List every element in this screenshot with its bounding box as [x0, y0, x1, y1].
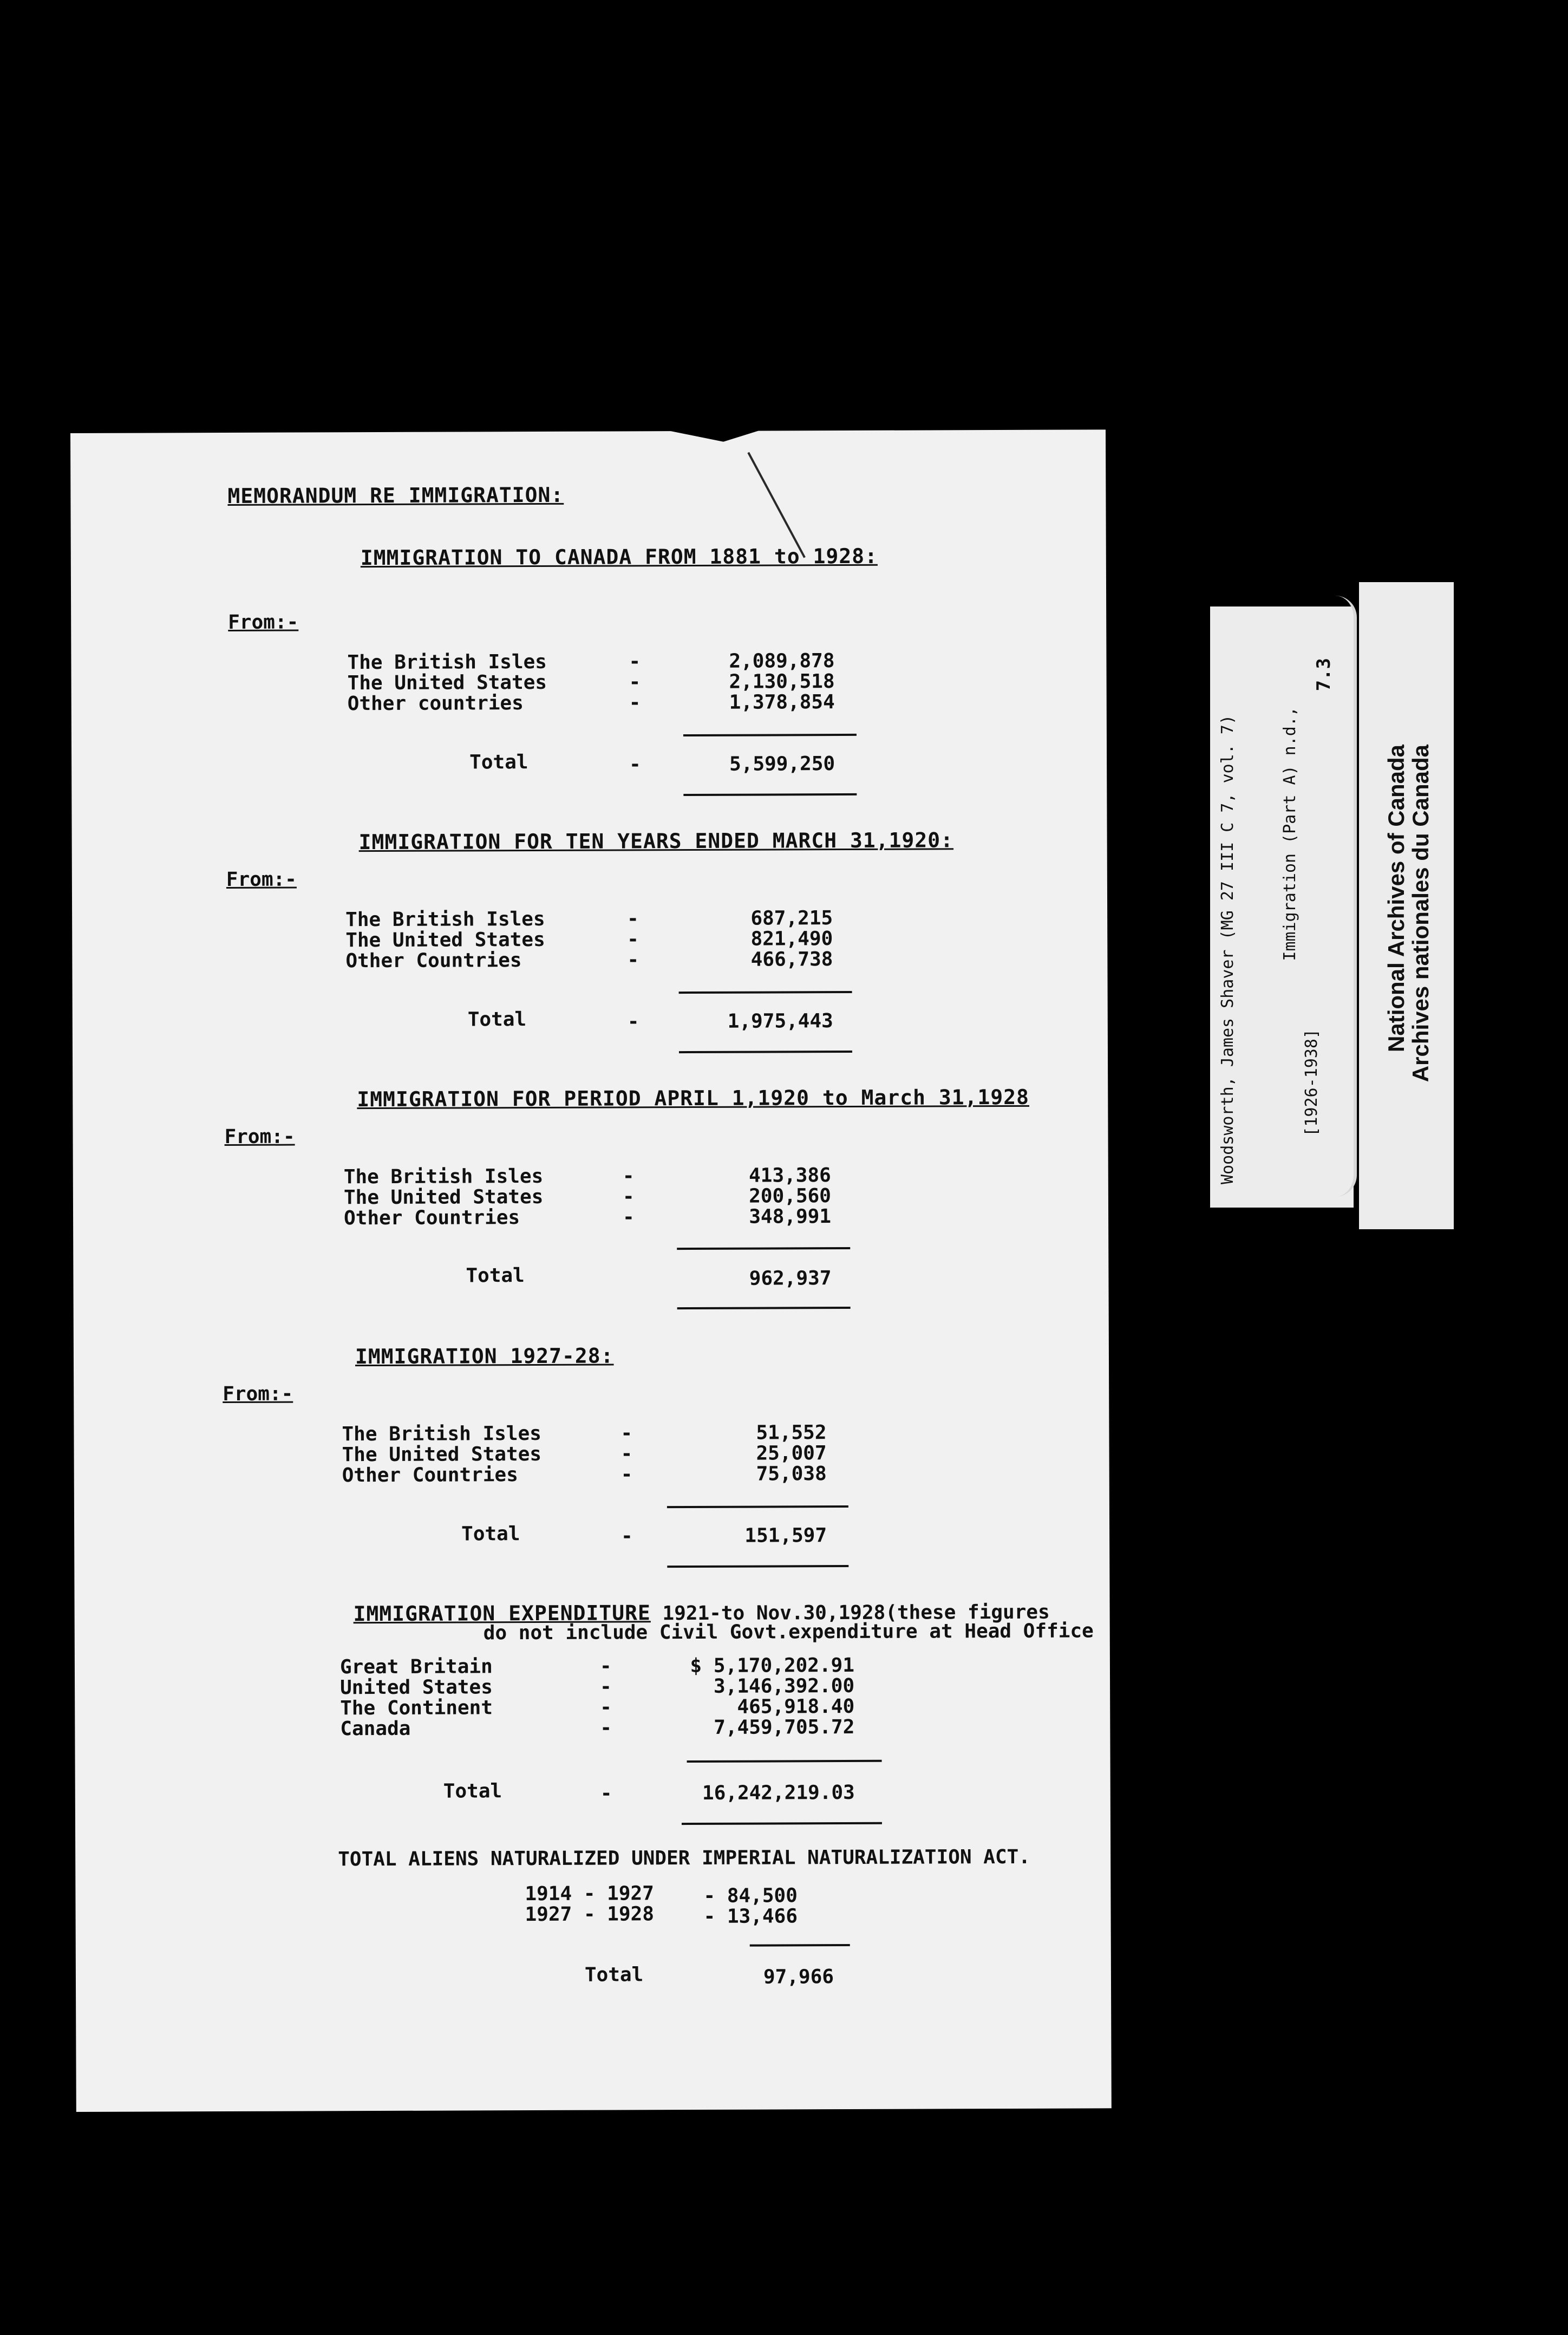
section-heading: IMMIGRATION FOR PERIOD APRIL 1,1920 to March 31,1928	[357, 1085, 1030, 1112]
dash: -	[629, 692, 641, 714]
row-value: 348,991	[749, 1205, 832, 1228]
row-label: United States	[340, 1676, 493, 1699]
row-label: The United States	[343, 1185, 544, 1209]
row-label: Great Britain	[339, 1655, 493, 1679]
row-label: Canada	[340, 1717, 411, 1740]
total-value: 97,966	[763, 1966, 834, 1988]
archive-label-line1: Woodsworth, James Shaver (MG 27 III C 7, vol. 7)	[1218, 715, 1237, 1184]
row-label: The British Isles	[345, 908, 545, 931]
row-value: 3,146,392.00	[713, 1674, 855, 1698]
row-label: 1927 - 1928	[525, 1903, 655, 1926]
file-number: 7.3	[1313, 658, 1335, 692]
from-label: From:-	[228, 611, 299, 634]
sum-rule	[750, 1944, 850, 1947]
dash: -	[599, 1655, 612, 1678]
dash: -	[600, 1717, 612, 1739]
row-value: 1,378,854	[729, 691, 835, 714]
sum-rule	[687, 1760, 882, 1763]
total-value: 151,597	[744, 1524, 827, 1547]
archive-label-line3: [1926-1938]	[1302, 1029, 1321, 1137]
row-value: 200,560	[749, 1185, 831, 1208]
row-label: The British Isles	[347, 650, 547, 674]
total-value: 1,975,443	[727, 1010, 833, 1033]
total-label: Total	[467, 1008, 527, 1031]
dash: -	[627, 1010, 639, 1033]
page-tear	[655, 427, 769, 442]
dash: -	[622, 1165, 635, 1188]
row-label: The British Isles	[342, 1422, 541, 1446]
memo-title: MEMORANDUM RE IMMIGRATION:	[227, 482, 564, 508]
dash: -	[620, 1422, 633, 1445]
total-rule	[679, 1051, 852, 1053]
naturalized-heading: TOTAL ALIENS NATURALIZED UNDER IMPERIAL NATURALIZATION ACT.	[338, 1845, 1031, 1871]
row-value: 466,738	[750, 948, 833, 971]
section-heading: IMMIGRATION TO CANADA FROM 1881 to 1928:	[360, 544, 878, 570]
row-label: Other Countries	[343, 1206, 520, 1230]
sum-rule	[683, 734, 857, 736]
total-rule	[682, 1822, 882, 1825]
expenditure-note: 1921-to Nov.30,1928(these figures	[650, 1601, 1050, 1625]
dash: -	[629, 671, 641, 694]
from-label: From:-	[223, 1382, 293, 1406]
total-value: 5,599,250	[729, 753, 835, 775]
section-heading: IMMIGRATION 1927-28:	[355, 1343, 614, 1369]
total-rule	[677, 1307, 851, 1309]
total-label: Total	[466, 1264, 525, 1287]
sum-rule	[679, 991, 852, 994]
page-crease	[747, 452, 805, 558]
row-value: - 13,466	[703, 1905, 798, 1928]
row-label: The Continent	[340, 1697, 493, 1720]
dash: -	[627, 908, 639, 930]
dash: -	[629, 650, 641, 673]
total-label: Total	[584, 1964, 644, 1986]
archive-institution-label	[1359, 582, 1454, 1229]
dash: -	[600, 1782, 612, 1805]
row-value: 413,386	[749, 1164, 831, 1187]
institution-name-en: National Archives of Canada	[1383, 745, 1409, 1052]
row-value: 2,089,878	[729, 650, 835, 673]
row-value: 821,490	[750, 928, 833, 950]
row-value: 465,918.40	[737, 1695, 855, 1718]
row-label: The United States	[345, 928, 545, 952]
row-value: 7,459,705.72	[714, 1716, 855, 1739]
dash: -	[600, 1696, 612, 1719]
expenditure-heading: IMMIGRATION EXPENDITURE	[353, 1601, 651, 1626]
row-label: Other Countries	[345, 949, 522, 973]
dash: -	[620, 1463, 633, 1486]
row-label: 1914 - 1927	[525, 1882, 654, 1906]
total-value: 16,242,219.03	[702, 1781, 855, 1804]
document-page	[70, 429, 1112, 2112]
dash: -	[627, 949, 639, 971]
dash: -	[600, 1675, 612, 1698]
row-label: The United States	[342, 1443, 542, 1466]
row-label: Other countries	[347, 692, 524, 715]
sum-rule	[667, 1505, 848, 1508]
section-heading: IMMIGRATION FOR TEN YEARS ENDED MARCH 31,1920:	[358, 828, 954, 855]
archive-label-line2: Immigration (Part A) n.d.,	[1280, 707, 1299, 961]
row-value: $ 5,170,202.91	[690, 1654, 855, 1678]
from-label: From:-	[226, 868, 297, 891]
dash: -	[622, 1206, 635, 1229]
row-value: - 84,500	[703, 1884, 798, 1907]
row-value: 25,007	[756, 1442, 827, 1465]
row-value: 687,215	[750, 907, 833, 930]
dash: -	[622, 1185, 635, 1208]
row-value: 2,130,518	[729, 670, 835, 693]
row-label: The British Isles	[343, 1165, 544, 1189]
total-rule	[683, 793, 857, 796]
from-label: From:-	[224, 1125, 295, 1149]
institution-name-fr: Archives nationales du Canada	[1408, 745, 1433, 1082]
row-value: 75,038	[756, 1463, 827, 1485]
total-value: 962,937	[749, 1267, 832, 1290]
dash: -	[620, 1443, 633, 1465]
row-label: The United States	[347, 671, 547, 695]
total-label: Total	[469, 751, 528, 774]
total-label: Total	[461, 1523, 520, 1545]
dash: -	[629, 753, 641, 776]
expenditure-note-line2: do not include Civil Govt.expenditure at Head Office	[483, 1620, 1094, 1645]
total-rule	[667, 1565, 848, 1568]
dash: -	[627, 928, 639, 951]
total-label: Total	[443, 1780, 502, 1803]
label-hook	[1294, 596, 1357, 1197]
row-label: Other Countries	[342, 1464, 518, 1487]
row-value: 51,552	[756, 1421, 827, 1444]
dash: -	[621, 1525, 633, 1548]
sum-rule	[677, 1247, 850, 1250]
